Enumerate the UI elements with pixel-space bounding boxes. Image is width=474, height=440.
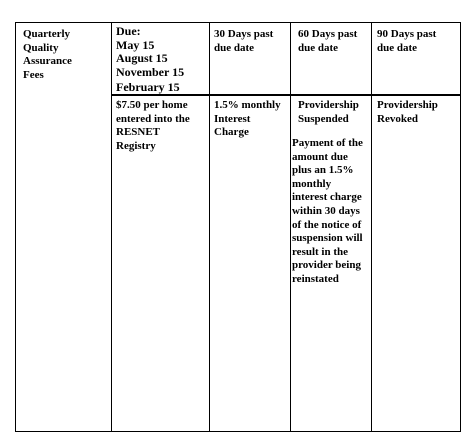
reinstatement-line: plus an 1.5% [292, 164, 354, 177]
reinstatement-line: monthly [292, 177, 332, 190]
reinstatement-line: within 30 days [292, 204, 360, 217]
penalty-30-line: Charge [214, 126, 249, 138]
table-right-border [460, 22, 461, 432]
reinstatement-note [290, 137, 363, 287]
reinstatement-line: interest charge [292, 191, 362, 204]
reinstatement-line: reinstated [292, 272, 339, 285]
reinstatement-line: suspension will [292, 232, 363, 245]
due-date-february: February 15 [116, 80, 180, 94]
header-60-days [298, 28, 357, 55]
due-dates-line: May 15 [116, 37, 155, 52]
reinstatement-line: provider being [292, 259, 361, 272]
fee-name-line: Quality [23, 41, 59, 54]
penalty-30-line: Interest [214, 112, 251, 125]
header-30-line: 30 Days past [214, 28, 274, 40]
table-top-border [15, 22, 461, 23]
column-divider-30 [209, 22, 210, 432]
due-dates-line: November 15 [116, 64, 185, 79]
fee-amount-cell [116, 99, 190, 153]
penalty-90-days [377, 99, 438, 126]
penalty-30-line: 1.5% monthly [214, 99, 281, 111]
due-dates-cell [116, 25, 184, 79]
column-divider-90 [371, 22, 372, 432]
penalty-90-line: Revoked [377, 112, 418, 125]
fee-name-line: Quarterly [23, 28, 71, 40]
fee-amount-line: RESNET [116, 126, 161, 138]
fee-amount-line: Registry [116, 139, 156, 152]
table-left-border [15, 22, 16, 432]
header-60-line: 60 Days past [298, 28, 358, 40]
header-30-line: due date [214, 41, 255, 54]
due-dates-line: August 15 [116, 51, 168, 65]
penalty-60-line: Providership [298, 99, 359, 111]
reinstatement-line: Payment of the [292, 137, 363, 149]
header-90-line: 90 Days past [377, 28, 437, 40]
fee-name-line: Fees [23, 68, 44, 81]
column-divider-due [111, 22, 112, 432]
penalty-60-line: Suspended [298, 112, 349, 125]
reinstatement-line: result in the [292, 245, 349, 258]
table-bottom-border [15, 431, 461, 432]
penalty-90-line: Providership [377, 99, 438, 111]
fee-amount-line: entered into the [116, 112, 190, 125]
penalty-30-days [214, 99, 281, 140]
fee-amount-line: $7.50 per home [116, 99, 188, 111]
fee-name-cell [23, 28, 72, 82]
header-30-days [214, 28, 273, 55]
header-90-line: due date [377, 41, 418, 54]
fee-name-line: Assurance [23, 55, 72, 67]
header-90-days [377, 28, 436, 55]
header-60-line: due date [298, 41, 339, 54]
reinstatement-line: amount due [292, 150, 348, 163]
reinstatement-line: of the notice of [292, 218, 362, 231]
penalty-60-days [298, 99, 359, 126]
due-dates-line: Due: [116, 24, 141, 38]
